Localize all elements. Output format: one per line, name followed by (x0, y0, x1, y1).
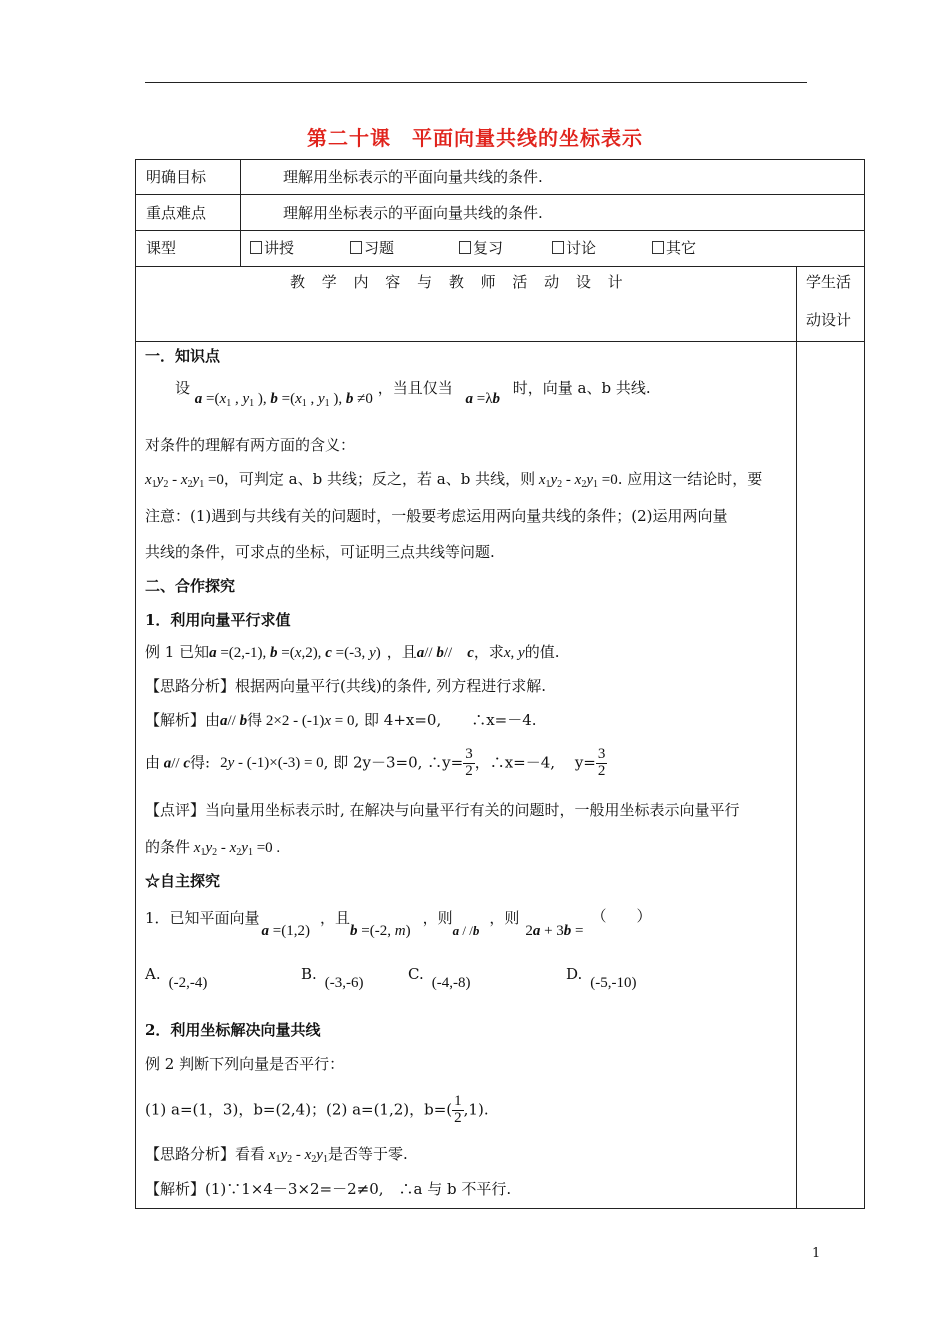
example-2-solution: 【解析】(1)∵1×4－3×2=－2≠0, ∴a 与 b 不平行. (145, 1180, 512, 1198)
student-activity-header-1: 学生活 (806, 273, 852, 291)
question-1: 1．已知平面向量a =(1,2)，且b =(-2, m)，则a / /b，则2a + 3b =（ ） (145, 907, 652, 939)
activity-header: 教 学 内 容 与 教 师 活 动 设 计 (290, 273, 629, 291)
example-1-comment-2: 的条件 $x_1y_2 - x_2y_1 =0$ . (145, 838, 281, 858)
example-1-idea: 【思路分析】根据两向量平行(共线)的条件, 列方程进行求解. (145, 677, 547, 695)
example-2-idea: 【思路分析】看看 $x_1y_2 - x_2y_1$是否等于零. (145, 1145, 408, 1165)
checkbox-icon (552, 241, 564, 254)
paragraph-meaning: 对条件的理解有两方面的含义： (145, 436, 356, 454)
key-label: 重点难点 (146, 204, 207, 222)
key-text: 理解用坐标表示的平面向量共线的条件. (283, 204, 543, 222)
page-number: 1 (812, 1246, 821, 1261)
subsection-1-heading: 1．利用向量平行求值 (145, 611, 291, 629)
student-activity-header-2: 动设计 (806, 311, 852, 329)
type-label: 课型 (146, 239, 177, 257)
type-option-other[interactable]: 其它 (652, 237, 696, 258)
example-2-items: (1) a=(1，3)，b=(2,4)；(2) a=(1,2)，b=( $\frac{1}{2}$ ,1). (145, 1093, 489, 1126)
page-title: 第二十课 平面向量共线的坐标表示 (307, 126, 643, 150)
example-2: 例 2 判断下列向量是否平行： (145, 1055, 345, 1073)
checkbox-icon (350, 241, 362, 254)
type-option-exercise[interactable]: 习题 (350, 237, 394, 258)
checkbox-icon (652, 241, 664, 254)
example-1-comment: 【点评】当向量用坐标表示时, 在解决与向量平行有关的问题时，一般用坐标表示向量平行 (145, 801, 740, 819)
subsection-2-heading: 2．利用坐标解决向量共线 (145, 1021, 321, 1039)
example-1-solution-2: 由 a// c得: 2y - (-1)×(-3) = 0, 即 2y－3=0, ∴y= $\frac{3}{2}$ ，∴x=－4, y= $\frac{3}{2}$ (145, 746, 606, 779)
option-d[interactable]: D. (-5,-10) (566, 965, 637, 991)
goal-text: 理解用坐标表示的平面向量共线的条件. (283, 168, 543, 186)
paragraph-note-2: 共线的条件，可求点的坐标，可证明三点共线等问题. (145, 543, 495, 561)
option-b[interactable]: B. (-3,-6) (301, 965, 364, 991)
checkbox-icon (459, 241, 471, 254)
type-option-review[interactable]: 复习 (459, 237, 503, 258)
header-rule (145, 82, 807, 83)
lesson-table (135, 159, 865, 1209)
knowledge-statement: 设 $a =(x_1$ , $y_1$ ), $b =(x_1$ , $y_1$ ), b ≠0 ，当且仅当 a =λb 时，向量 a、b 共线. (175, 379, 651, 409)
example-1: 例 1 已知a =(2,-1), b =(x,2), c =(-3, y) ，且a// b// c，求x, y的值. (145, 643, 560, 661)
paragraph-condition: $x_1y_2 - x_2y_1 =0$，可判定 a、b 共线；反之，若 a、b 共线，则 $x_1y_2 - x_2y_1 =0$. 应用这一结论时，要 (145, 470, 763, 490)
goal-label: 明确目标 (146, 168, 207, 186)
option-a[interactable]: A. (-2,-4) (145, 965, 208, 991)
option-c[interactable]: C. (-4,-8) (408, 965, 471, 991)
section-1-heading: 一．知识点 (145, 347, 221, 365)
checkbox-icon (250, 241, 262, 254)
paragraph-note: 注意：(1)遇到与共线有关的问题时，一般要考虑运用两向量共线的条件；(2)运用两向量 (145, 507, 728, 525)
self-study-heading: ☆自主探究 (145, 872, 221, 890)
section-2-heading: 二、合作探究 (145, 577, 236, 595)
type-option-discussion[interactable]: 讨论 (552, 237, 596, 258)
example-1-solution: 【解析】由a// b得 2×2 - (-1)x = 0, 即 4+x=0, ∴x=－4. (145, 711, 537, 729)
type-option-lecture[interactable]: 讲授 (250, 237, 294, 258)
